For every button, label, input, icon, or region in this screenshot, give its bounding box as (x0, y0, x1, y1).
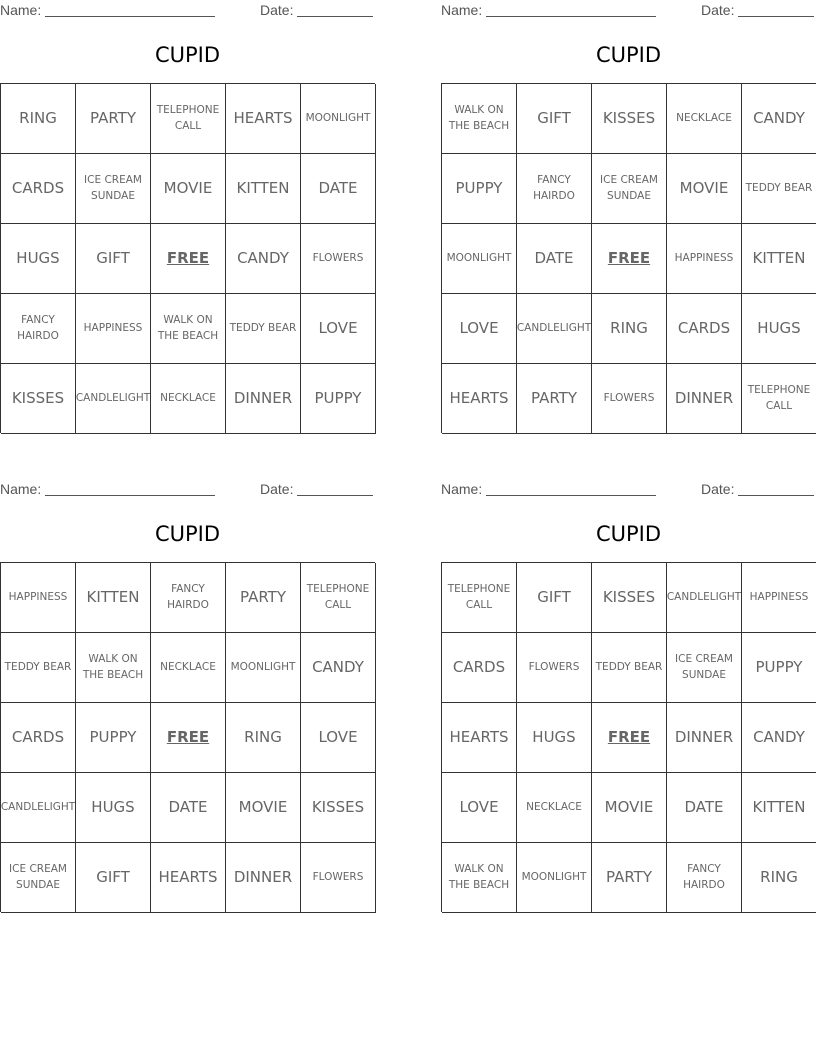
bingo-cell[interactable]: KISSES (1, 364, 76, 434)
date-label: Date: (260, 2, 294, 18)
bingo-cell[interactable]: RING (592, 294, 667, 364)
bingo-cell[interactable]: MOVIE (226, 773, 301, 843)
bingo-cell[interactable]: HUGS (517, 703, 592, 773)
bingo-cell[interactable]: PUPPY (301, 364, 376, 434)
free-space[interactable]: FREE (151, 224, 226, 294)
date-line (297, 2, 373, 17)
bingo-cell[interactable]: TEDDY BEAR (226, 294, 301, 364)
name-line (45, 2, 215, 17)
bingo-cell[interactable]: NECKLACE (151, 364, 226, 434)
bingo-cell[interactable]: RING (226, 703, 301, 773)
name-date-row (0, 481, 375, 499)
bingo-cell[interactable]: FLOWERS (301, 843, 376, 913)
bingo-cell[interactable]: CARDS (667, 294, 742, 364)
bingo-cell[interactable]: KITTEN (742, 773, 816, 843)
bingo-grid (0, 562, 375, 912)
date-label: Date: (701, 481, 735, 497)
bingo-cell[interactable]: TEDDY BEAR (742, 154, 816, 224)
bingo-cell[interactable]: WALK ON THE BEACH (76, 633, 151, 703)
bingo-card-1 (0, 0, 375, 432)
bingo-cell[interactable]: ICE CREAM SUNDAE (667, 633, 742, 703)
bingo-cell[interactable]: DINNER (667, 364, 742, 434)
bingo-cell[interactable]: HEARTS (442, 703, 517, 773)
bingo-cell[interactable]: DATE (301, 154, 376, 224)
bingo-cell[interactable]: CANDY (301, 633, 376, 703)
free-space[interactable]: FREE (592, 224, 667, 294)
bingo-cell[interactable]: DINNER (226, 364, 301, 434)
bingo-card-4 (441, 479, 816, 911)
date-field[interactable] (260, 2, 373, 18)
bingo-cell[interactable]: PARTY (517, 364, 592, 434)
bingo-cell[interactable]: NECKLACE (151, 633, 226, 703)
date-line (738, 2, 814, 17)
bingo-cell[interactable]: TELEPHONE CALL (301, 563, 376, 633)
bingo-cell[interactable]: NECKLACE (667, 84, 742, 154)
bingo-cell[interactable]: MOONLIGHT (226, 633, 301, 703)
bingo-cell[interactable]: PUPPY (76, 703, 151, 773)
name-line (486, 2, 656, 17)
bingo-cell[interactable]: PARTY (592, 843, 667, 913)
bingo-cell[interactable]: HUGS (742, 294, 816, 364)
bingo-grid (441, 562, 816, 912)
bingo-cell[interactable]: WALK ON THE BEACH (442, 843, 517, 913)
name-line (486, 481, 656, 496)
bingo-cell[interactable]: DATE (151, 773, 226, 843)
date-label: Date: (260, 481, 294, 497)
bingo-cell[interactable]: HUGS (1, 224, 76, 294)
bingo-card-3 (0, 479, 375, 911)
free-space[interactable]: FREE (151, 703, 226, 773)
bingo-cell[interactable]: KITTEN (76, 563, 151, 633)
bingo-cell[interactable]: CANDLELIGHT (76, 364, 151, 434)
bingo-cell[interactable]: FLOWERS (301, 224, 376, 294)
name-label: Name: (0, 481, 42, 497)
bingo-cell[interactable]: LOVE (301, 294, 376, 364)
bingo-cell[interactable]: TEDDY BEAR (592, 633, 667, 703)
bingo-cell[interactable]: KISSES (592, 84, 667, 154)
bingo-cell[interactable]: CANDY (742, 84, 816, 154)
bingo-cell[interactable]: KISSES (301, 773, 376, 843)
name-date-row (441, 481, 816, 499)
bingo-cell[interactable]: KISSES (592, 563, 667, 633)
bingo-cell[interactable]: CANDLELIGHT (517, 294, 592, 364)
bingo-cell[interactable]: MOONLIGHT (517, 843, 592, 913)
name-field[interactable] (0, 2, 215, 18)
free-space[interactable]: FREE (592, 703, 667, 773)
bingo-cell[interactable]: FLOWERS (517, 633, 592, 703)
bingo-cell[interactable]: FANCY HAIRDO (151, 563, 226, 633)
card-title: CUPID (595, 43, 662, 67)
bingo-cell[interactable]: WALK ON THE BEACH (442, 84, 517, 154)
date-field[interactable] (701, 481, 814, 497)
bingo-cell[interactable]: KITTEN (226, 154, 301, 224)
bingo-cell[interactable]: FLOWERS (592, 364, 667, 434)
bingo-cell[interactable]: DATE (517, 224, 592, 294)
name-label: Name: (441, 2, 483, 18)
name-date-row (441, 2, 816, 20)
bingo-cell[interactable]: LOVE (442, 294, 517, 364)
bingo-cell[interactable]: CARDS (1, 154, 76, 224)
name-field[interactable] (441, 2, 656, 18)
bingo-cell[interactable]: LOVE (442, 773, 517, 843)
bingo-cell[interactable]: TELEPHONE CALL (742, 364, 816, 434)
bingo-cell[interactable]: HEARTS (442, 364, 517, 434)
name-date-row (0, 2, 375, 20)
bingo-cell[interactable]: HAPPINESS (76, 294, 151, 364)
bingo-cell[interactable]: HAPPINESS (742, 563, 816, 633)
name-field[interactable] (0, 481, 215, 497)
bingo-cell[interactable]: GIFT (517, 84, 592, 154)
bingo-cell[interactable]: GIFT (76, 843, 151, 913)
date-line (738, 481, 814, 496)
name-line (45, 481, 215, 496)
date-line (297, 481, 373, 496)
bingo-cell[interactable]: HEARTS (226, 84, 301, 154)
bingo-cell[interactable]: FANCY HAIRDO (517, 154, 592, 224)
card-title: CUPID (154, 43, 221, 67)
bingo-cell[interactable]: TEDDY BEAR (1, 633, 76, 703)
date-field[interactable] (701, 2, 814, 18)
bingo-cell[interactable]: ICE CREAM SUNDAE (1, 843, 76, 913)
bingo-cell[interactable]: DINNER (667, 703, 742, 773)
bingo-cell[interactable]: CANDY (226, 224, 301, 294)
bingo-cell[interactable]: DATE (667, 773, 742, 843)
bingo-cell[interactable]: TELEPHONE CALL (442, 563, 517, 633)
bingo-cell[interactable]: HAPPINESS (1, 563, 76, 633)
bingo-card-2 (441, 0, 816, 432)
bingo-cell[interactable]: FANCY HAIRDO (1, 294, 76, 364)
bingo-cell[interactable]: CANDY (742, 703, 816, 773)
bingo-cell[interactable]: MOONLIGHT (301, 84, 376, 154)
bingo-cell[interactable]: RING (1, 84, 76, 154)
bingo-cell[interactable]: HAPPINESS (667, 224, 742, 294)
bingo-cell[interactable]: CARDS (442, 633, 517, 703)
bingo-cell[interactable]: NECKLACE (517, 773, 592, 843)
bingo-cell[interactable]: FANCY HAIRDO (667, 843, 742, 913)
bingo-cell[interactable]: PARTY (226, 563, 301, 633)
date-field[interactable] (260, 481, 373, 497)
bingo-cell[interactable]: MOVIE (667, 154, 742, 224)
bingo-cell[interactable]: MOVIE (592, 773, 667, 843)
bingo-cell[interactable]: GIFT (517, 563, 592, 633)
bingo-cell[interactable]: RING (742, 843, 816, 913)
bingo-cell[interactable]: MOVIE (151, 154, 226, 224)
bingo-cell[interactable]: PUPPY (742, 633, 816, 703)
bingo-cell[interactable]: KITTEN (742, 224, 816, 294)
bingo-cell[interactable]: LOVE (301, 703, 376, 773)
bingo-cell[interactable]: WALK ON THE BEACH (151, 294, 226, 364)
bingo-cell[interactable]: HUGS (76, 773, 151, 843)
name-label: Name: (441, 481, 483, 497)
name-field[interactable] (441, 481, 656, 497)
bingo-cell[interactable]: MOONLIGHT (442, 224, 517, 294)
name-label: Name: (0, 2, 42, 18)
card-title: CUPID (595, 522, 662, 546)
bingo-cell[interactable]: TELEPHONE CALL (151, 84, 226, 154)
card-title: CUPID (154, 522, 221, 546)
bingo-cell[interactable]: ICE CREAM SUNDAE (592, 154, 667, 224)
date-label: Date: (701, 2, 735, 18)
bingo-cell[interactable]: PARTY (76, 84, 151, 154)
bingo-cell[interactable]: HEARTS (151, 843, 226, 913)
bingo-cell[interactable]: CARDS (1, 703, 76, 773)
bingo-grid (0, 83, 375, 433)
bingo-cell[interactable]: ICE CREAM SUNDAE (76, 154, 151, 224)
bingo-cell[interactable]: PUPPY (442, 154, 517, 224)
bingo-cell[interactable]: CANDLELIGHT (667, 563, 742, 633)
bingo-cell[interactable]: CANDLELIGHT (1, 773, 76, 843)
bingo-cell[interactable]: GIFT (76, 224, 151, 294)
bingo-grid (441, 83, 816, 433)
bingo-cell[interactable]: DINNER (226, 843, 301, 913)
